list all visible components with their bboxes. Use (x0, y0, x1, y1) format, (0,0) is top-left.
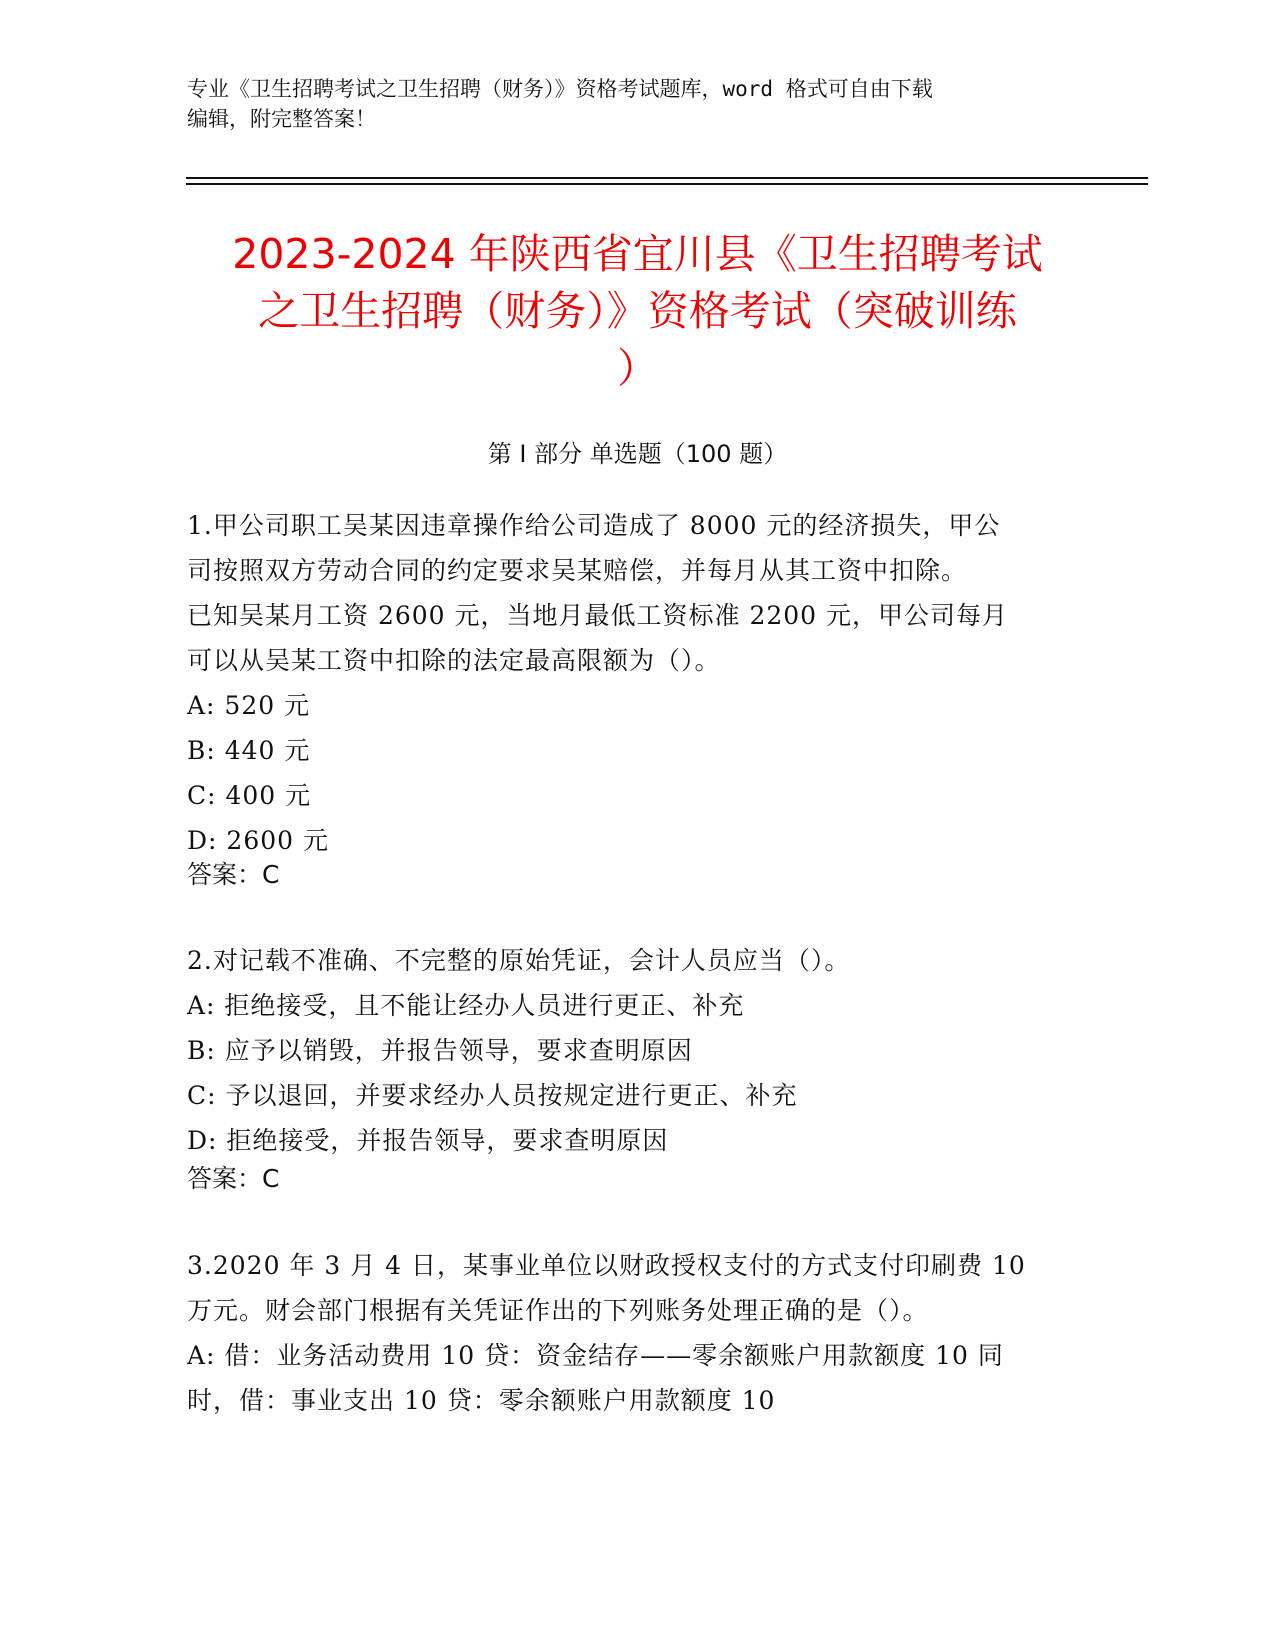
header-divider (186, 183, 1148, 185)
option-d: D: 拒绝接受，并报告领导，要求查明原因 (187, 1126, 669, 1155)
option-b: B: 440 元 (187, 736, 311, 765)
section-title: 第 I 部分 单选题（100 题） (487, 440, 788, 468)
option-d: D: 2600 元 (187, 826, 329, 855)
option-b: B: 应予以销毁，并报告领导，要求查明原因 (187, 1036, 693, 1065)
option-a: A: 借：业务活动费用 10 贷：资金结存——零余额账户用款额度 10 同 (187, 1341, 1004, 1370)
option-a: A: 拒绝接受，且不能让经办人员进行更正、补充 (187, 991, 745, 1020)
question-stem-line: 可以从吴某工资中扣除的法定最高限额为（）。 (187, 646, 721, 675)
question-3 (187, 1243, 1067, 1423)
title-line: 2023-2024 年陕西省宜川县《卫生招聘考试 (232, 230, 1043, 278)
header-note-line: 专业《卫生招聘考试之卫生招聘（财务）》资格考试题库，word 格式可自由下载 (187, 77, 933, 101)
question-stem-line: 3.2020 年 3 月 4 日，某事业单位以财政授权支付的方式支付印刷费 10 (187, 1251, 1026, 1280)
document-title (190, 226, 1085, 397)
header-divider (186, 177, 1148, 179)
option-a: A: 520 元 (187, 691, 311, 720)
question-1 (187, 503, 1067, 863)
title-line: 之卫生招聘（财务）》资格考试（突破训练 (258, 287, 1017, 335)
option-a-continued: 时，借：事业支出 10 贷：零余额账户用款额度 10 (187, 1386, 776, 1415)
option-c: C: 400 元 (187, 781, 312, 810)
question-2 (187, 938, 1067, 1163)
option-c: C: 予以退回，并要求经办人员按规定进行更正、补充 (187, 1081, 798, 1110)
answer-2: 答案：C (187, 1164, 280, 1193)
title-line: ） (617, 344, 658, 392)
question-stem-line: 已知吴某月工资 2600 元，当地月最低工资标准 2200 元，甲公司每月 (187, 601, 1009, 630)
question-stem-line: 万元。财会部门根据有关凭证作出的下列账务处理正确的是（）。 (187, 1296, 929, 1325)
question-stem-line: 司按照双方劳动合同的约定要求吴某赔偿，并每月从其工资中扣除。 (187, 556, 968, 585)
header-note (187, 74, 1067, 134)
answer-1: 答案：C (187, 860, 280, 889)
header-note-line: 编辑，附完整答案！ (187, 107, 376, 131)
question-stem-line: 1.甲公司职工吴某因违章操作给公司造成了 8000 元的经济损失，甲公 (187, 511, 1001, 540)
question-stem-line: 2.对记载不准确、不完整的原始凭证，会计人员应当（）。 (187, 946, 851, 975)
